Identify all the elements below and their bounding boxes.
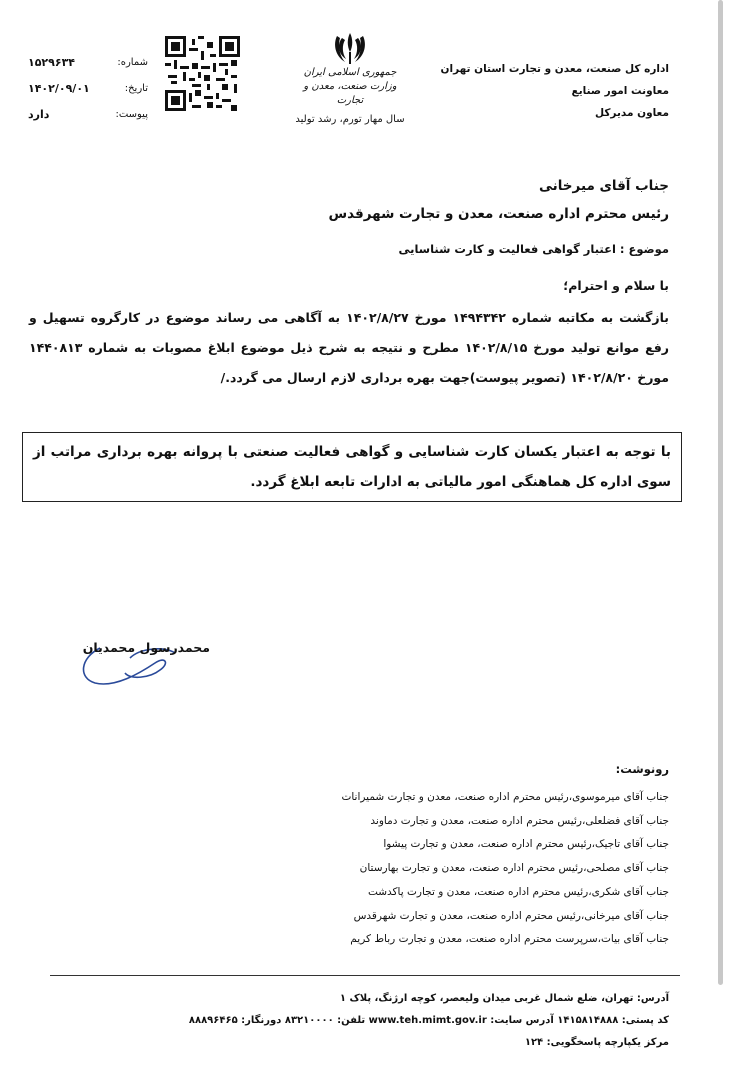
highlighted-resolution-box: با توجه به اعتبار یکسان کارت شناسایی و گواهی فعالیت صنعتی با پروانه بهره برداری مراتب از سوی اداره کل هماهنگی امور مالیاتی به ادارات تابعه ابلاغ گردد. [22, 432, 682, 502]
letter-attachment-value: دارد [28, 108, 50, 121]
cc-title: رونوشت: [615, 762, 669, 776]
letter-metadata [28, 50, 148, 128]
signer-name: محمدرسول محمدیان [82, 640, 210, 655]
cc-item: جناب آقای بیات،سرپرست محترم اداره صنعت، معدن و تجارت رباط کریم [350, 933, 669, 946]
letter-subject: موضوع : اعتبار گواهی فعالیت و کارت شناسایی [398, 242, 669, 256]
cc-item: جناب آقای میرموسوی،رئیس محترم اداره صنعت، معدن و تجارت شمیرانات [341, 791, 669, 803]
addressee [69, 172, 669, 228]
letter-footer [69, 988, 669, 1054]
footer-address: آدرس: تهران، ضلع شمال غربی میدان ولیعصر، کوچه ارژنگ، پلاک ۱ [339, 993, 669, 1004]
letter-number-value: ۱۵۲۹۶۳۴ [28, 56, 75, 69]
org-position: معاون مدیرکل [594, 107, 669, 119]
letter-number-row [28, 50, 148, 76]
org-name: اداره کل صنعت، معدن و تجارت استان تهران [440, 63, 669, 75]
cc-item: جناب آقای شکری،رئیس محترم اداره صنعت، معدن و تجارت پاکدشت [367, 885, 669, 898]
government-emblem-block [290, 30, 410, 125]
signature-icon [70, 628, 190, 693]
letter-date-row [28, 76, 148, 102]
addressee-name: جناب آقای میرخانی [539, 178, 669, 194]
cc-item: جناب آقای تاجیک،رئیس محترم اداره صنعت، معدن و تجارت پیشوا [383, 838, 669, 851]
year-slogan: سال مهار تورم، رشد تولید [295, 114, 405, 125]
org-department: معاونت امور صنایع [571, 85, 669, 97]
letter-number-label: شماره: [117, 57, 148, 68]
organization-header [429, 58, 669, 124]
cc-item: جناب آقای مصلحی،رئیس محترم اداره صنعت، معدن و تجارت بهارستان [359, 862, 669, 875]
letter-attachment-row [28, 102, 148, 128]
addressee-title: رئیس محترم اداره صنعت، معدن و تجارت شهرقدس [328, 206, 669, 222]
letter-date-label: تاریخ: [124, 83, 148, 94]
letter-body: بازگشت به مکاتبه شماره ۱۴۹۴۳۴۲ مورخ ۱۴۰۲/۸/۲۷ به آگاهی می رساند موضوع در کارگروه تسهیل و رفع موانع تولید مورخ ۱۴۰۲/۸/۱۵ مطرح و نتیجه به شرح ذیل موضوع ابلاغ مصوبات به شماره ۱۴۴۰۸۱۳ مورخ ۱۴۰۲/۸/۲۰ (تصویر پیوست)جهت بهره برداری لازم ارسال می گردد./ [29, 310, 669, 385]
cc-item: جناب آقای میرخانی،رئیس محترم اداره صنعت، معدن و تجارت شهرقدس [353, 909, 669, 922]
scrollbar[interactable] [718, 0, 723, 985]
cc-item: جناب آقای فضلعلی،رئیس محترم اداره صنعت، معدن و تجارت دماوند [370, 814, 669, 827]
cc-list [269, 786, 669, 952]
ministry-name: وزارت صنعت، معدن و تجارت [303, 81, 397, 106]
qr-code-icon [165, 36, 240, 111]
footer-callcenter: مرکز یکپارچه پاسخگویی: ۱۲۴ [524, 1037, 669, 1048]
letter-attachment-label: پیوست: [115, 109, 148, 120]
iran-emblem-icon [333, 30, 367, 66]
footer-contact: کد پستی: ۱۴۱۵۸۱۴۸۸۸ آدرس سایت: www.teh.mimt.gov.ir تلفن: ۸۳۲۱۰۰۰۰ دورنگار: ۸۸۸۹۶۴۶۵ [188, 1015, 669, 1026]
letter-greeting: با سلام و احترام؛ [563, 278, 669, 293]
letter-date-value: ۱۴۰۲/۰۹/۰۱ [28, 82, 90, 95]
government-name: جمهوری اسلامی ایران [303, 67, 397, 78]
footer-divider [50, 975, 680, 976]
